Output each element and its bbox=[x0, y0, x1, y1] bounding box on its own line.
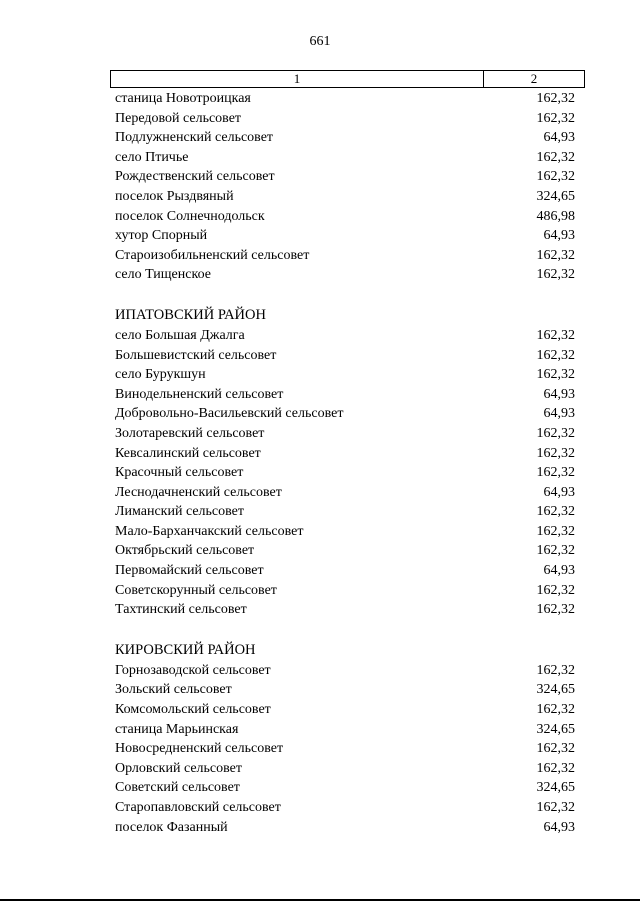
table-row bbox=[115, 561, 575, 581]
row-name: поселок Рыздвяный bbox=[115, 188, 234, 204]
table-row bbox=[115, 226, 575, 246]
table-row bbox=[115, 739, 575, 759]
row-name: Новосредненский сельсовет bbox=[115, 741, 284, 757]
row-name: Старопавловский сельсовет bbox=[115, 800, 281, 815]
table-row bbox=[115, 798, 575, 818]
bottom-rule bbox=[0, 899, 640, 901]
table-header-col1: 1 bbox=[111, 71, 484, 87]
table-row bbox=[115, 759, 575, 779]
row-value: 64,93 bbox=[543, 819, 575, 835]
row-value: 162,32 bbox=[536, 602, 575, 618]
row-name: Леснодачненский сельсовет bbox=[115, 484, 282, 500]
row-name: хутор Спорный bbox=[115, 228, 208, 244]
table-row bbox=[115, 522, 575, 542]
row-value: 162,32 bbox=[536, 662, 575, 678]
table-row bbox=[115, 778, 575, 798]
row-name: поселок Солнечнодольск bbox=[115, 208, 265, 224]
district-heading: КИРОВСКИЙ РАЙОН bbox=[115, 641, 256, 658]
table-row bbox=[115, 424, 575, 444]
table-header bbox=[110, 70, 585, 88]
row-name: село Бурукшун bbox=[115, 367, 206, 383]
row-value: 64,93 bbox=[543, 484, 575, 500]
row-name: Комсомольский сельсовет bbox=[115, 702, 271, 718]
table-row bbox=[115, 385, 575, 405]
table-row bbox=[115, 818, 575, 838]
row-value: 162,32 bbox=[536, 347, 575, 363]
table-row bbox=[115, 700, 575, 720]
table-header-col2: 2 bbox=[530, 71, 538, 86]
row-name: Большевистский сельсовет bbox=[115, 347, 277, 363]
table-row bbox=[115, 661, 575, 681]
row-name: Советский сельсовет bbox=[115, 780, 240, 796]
table-row bbox=[115, 346, 575, 366]
row-value: 64,93 bbox=[543, 130, 575, 146]
row-value: 162,32 bbox=[536, 760, 575, 776]
row-value: 162,32 bbox=[536, 504, 575, 520]
row-name: село Большая Джалга bbox=[115, 327, 245, 343]
row-name: Тахтинский сельсовет bbox=[115, 602, 247, 618]
page-number: 661 bbox=[309, 34, 331, 49]
table-row bbox=[115, 680, 575, 700]
table-row bbox=[115, 541, 575, 561]
row-name: Кевсалинский сельсовет bbox=[115, 445, 261, 461]
row-value: 324,65 bbox=[536, 682, 575, 698]
table-row bbox=[115, 365, 575, 385]
row-value: 162,32 bbox=[536, 367, 575, 383]
row-value: 162,32 bbox=[536, 523, 575, 539]
table-row bbox=[115, 463, 575, 483]
row-name: поселок Фазанный bbox=[115, 819, 228, 835]
table-row bbox=[115, 326, 575, 346]
table-row bbox=[115, 187, 575, 207]
row-name: Передовой сельсовет bbox=[115, 110, 242, 126]
row-name: Орловский сельсовет bbox=[115, 760, 242, 776]
row-name: Подлужненский сельсовет bbox=[115, 130, 274, 146]
row-name: станица Марьинская bbox=[115, 721, 239, 737]
row-name: Винодельненский сельсовет bbox=[115, 386, 284, 402]
table-row bbox=[115, 207, 575, 227]
row-name: Мало-Барханчакский сельсовет bbox=[115, 523, 304, 539]
row-name: Рождественский сельсовет bbox=[115, 169, 275, 185]
row-value: 162,32 bbox=[536, 702, 575, 718]
table-row bbox=[115, 265, 575, 285]
table-row bbox=[115, 600, 575, 620]
row-value: 162,32 bbox=[536, 582, 575, 598]
row-value: 162,32 bbox=[536, 169, 575, 185]
row-value: 162,32 bbox=[536, 247, 575, 263]
table-row bbox=[115, 404, 575, 424]
row-name: Староизобильненский сельсовет bbox=[115, 247, 310, 263]
row-value: 64,93 bbox=[543, 386, 575, 402]
row-value: 162,32 bbox=[536, 425, 575, 441]
row-name: Добровольно-Васильевский сельсовет bbox=[115, 406, 344, 422]
row-value: 324,65 bbox=[536, 721, 575, 737]
row-name: Лиманский сельсовет bbox=[115, 504, 245, 520]
table-row bbox=[115, 148, 575, 168]
table-row bbox=[115, 581, 575, 601]
row-name: село Птичье bbox=[115, 149, 189, 165]
row-value: 162,32 bbox=[536, 741, 575, 757]
row-value: 324,65 bbox=[536, 780, 575, 796]
row-value: 64,93 bbox=[543, 406, 575, 422]
row-value: 162,32 bbox=[536, 445, 575, 461]
row-name: Первомайский сельсовет bbox=[115, 563, 264, 579]
table-row bbox=[115, 246, 575, 266]
row-value: 162,32 bbox=[536, 267, 575, 283]
table-row bbox=[115, 483, 575, 503]
table-row bbox=[115, 167, 575, 187]
row-value: 162,32 bbox=[536, 327, 575, 343]
row-value: 162,32 bbox=[536, 110, 575, 126]
row-name: Октябрьский сельсовет bbox=[115, 543, 255, 559]
row-value: 162,32 bbox=[536, 149, 575, 165]
section-gap bbox=[115, 620, 575, 639]
row-name: Советскорунный сельсовет bbox=[115, 582, 277, 598]
row-name: Золотаревский сельсовет bbox=[115, 425, 265, 441]
row-name: Красочный сельсовет bbox=[115, 465, 244, 481]
row-value: 64,93 bbox=[543, 563, 575, 579]
row-value: 162,32 bbox=[536, 543, 575, 559]
row-name: Горнозаводской сельсовет bbox=[115, 662, 271, 678]
row-value: 162,32 bbox=[536, 800, 575, 815]
row-value: 64,93 bbox=[543, 228, 575, 244]
row-name: село Тищенское bbox=[115, 267, 211, 283]
row-value: 486,98 bbox=[536, 208, 575, 224]
table-row bbox=[115, 720, 575, 740]
row-value: 162,32 bbox=[536, 91, 575, 106]
table-row bbox=[115, 89, 575, 109]
document-body bbox=[115, 89, 575, 837]
row-name: Зольский сельсовет bbox=[115, 682, 232, 698]
row-value: 324,65 bbox=[536, 188, 575, 204]
table-row bbox=[115, 444, 575, 464]
table-row bbox=[115, 128, 575, 148]
district-heading: ИПАТОВСКИЙ РАЙОН bbox=[115, 306, 266, 323]
row-name: станица Новотроицкая bbox=[115, 91, 251, 106]
row-value: 162,32 bbox=[536, 465, 575, 481]
table-row bbox=[115, 502, 575, 522]
section-gap bbox=[115, 285, 575, 304]
table-row bbox=[115, 109, 575, 129]
